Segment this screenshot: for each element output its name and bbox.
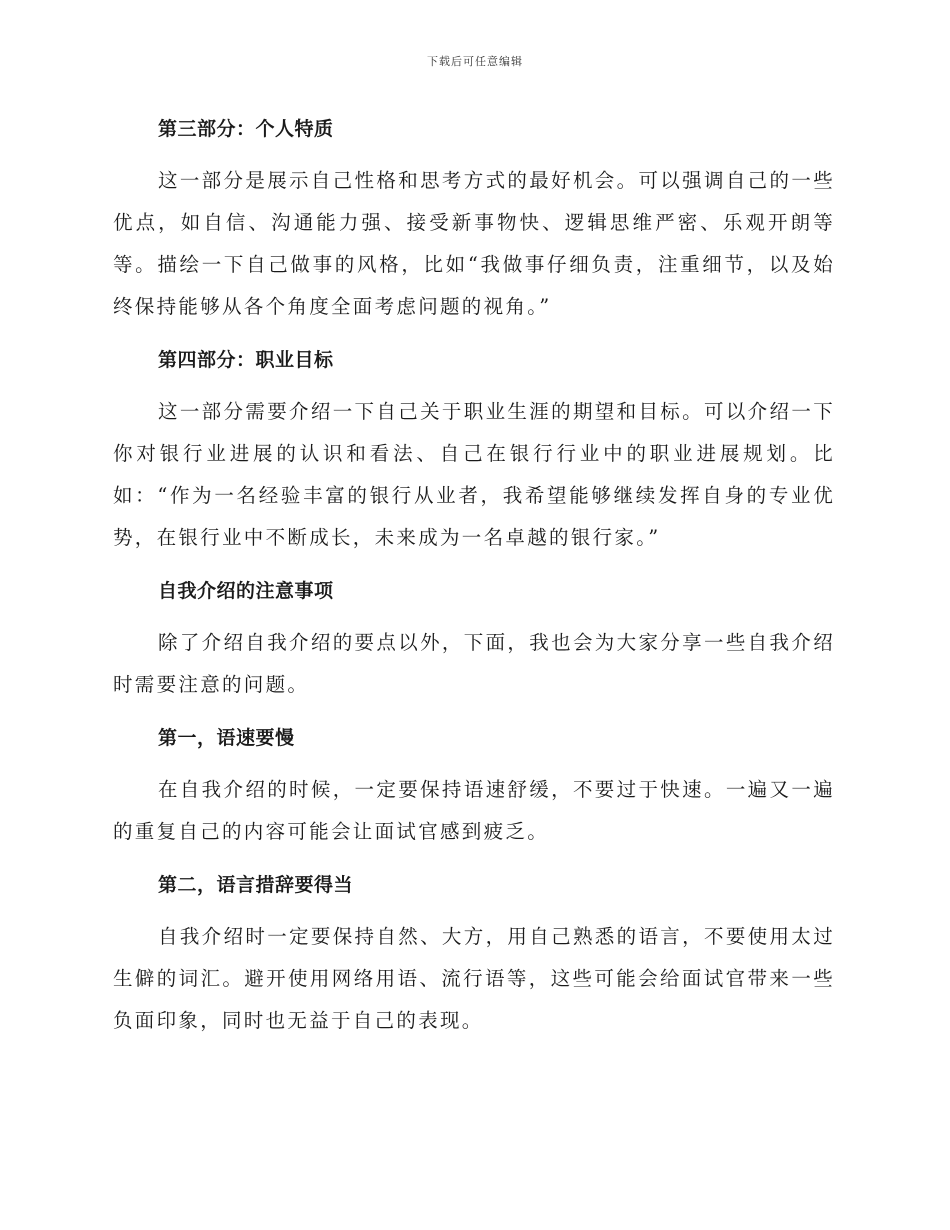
- paragraph-speech-speed: 在自我介绍的时候，一定要保持语速舒缓，不要过于快速。一遍又一遍的重复自己的内容可能会让面试官感到疲乏。: [113, 778, 835, 843]
- section-heading-speech-speed: 第一，语速要慢: [158, 727, 295, 749]
- section-heading-career-goals: 第四部分：职业目标: [158, 349, 334, 371]
- paragraph-wording: 自我介绍时一定要保持自然、大方，用自己熟悉的语言，不要使用太过生僻的词汇。避开使用网络用语、流行语等，这些可能会给面试官带来一些负面印象，同时也无益于自己的表现。: [113, 925, 835, 1032]
- paragraph-career-goals: 这一部分需要介绍一下自己关于职业生涯的期望和目标。可以介绍一下你对银行业进展的认识和看法、自己在银行行业中的职业进展规划。比如：“作为一名经验丰富的银行从业者，我希望能够继续发挥自身的专业优势，在银行业中不断成长，未来成为一名卓越的银行家。”: [113, 400, 835, 549]
- document-body: [113, 108, 835, 1053]
- section-heading-wording: 第二，语言措辞要得当: [158, 874, 354, 896]
- page-header-note: 下载后可任意编辑: [427, 55, 523, 68]
- section-heading-precautions: 自我介绍的注意事项: [158, 580, 334, 602]
- paragraph-precautions: 除了介绍自我介绍的要点以外，下面，我也会为大家分享一些自我介绍时需要注意的问题。: [113, 631, 835, 696]
- paragraph-personal-traits: 这一部分是展示自己性格和思考方式的最好机会。可以强调自己的一些优点，如自信、沟通能力强、接受新事物快、逻辑思维严密、乐观开朗等等。描绘一下自己做事的风格，比如“我做事仔细负责，注重细节，以及始终保持能够从各个角度全面考虑问题的视角。”: [113, 169, 835, 318]
- section-heading-personal-traits: 第三部分：个人特质: [158, 118, 334, 140]
